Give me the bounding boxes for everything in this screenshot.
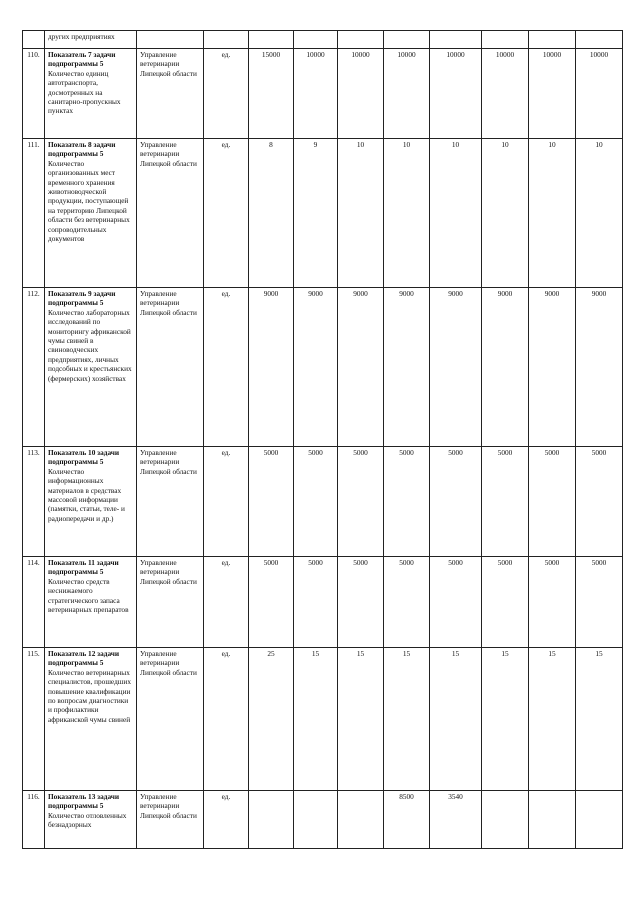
indicator-cell	[45, 557, 137, 648]
value-cell: 5000	[430, 447, 482, 557]
value-cell: 5000	[576, 447, 623, 557]
value-cell: 15	[294, 648, 338, 791]
unit-cell: ед.	[204, 288, 249, 447]
value-cell: 9000	[482, 288, 529, 447]
value-cell	[482, 31, 529, 49]
table-row	[23, 49, 623, 139]
table-row	[23, 139, 623, 288]
indicator-cell	[45, 31, 137, 49]
table-body	[23, 31, 623, 849]
executor-cell: Управление ветеринарии Липецкой области	[137, 447, 204, 557]
value-cell: 15	[384, 648, 430, 791]
value-cell: 10000	[338, 49, 384, 139]
executor-cell: Управление ветеринарии Липецкой области	[137, 139, 204, 288]
indicator-description: Количество отловленных безнадзорных	[48, 810, 127, 830]
value-cell: 10000	[294, 49, 338, 139]
unit-cell: ед.	[204, 648, 249, 791]
value-cell: 5000	[249, 447, 294, 557]
value-cell: 15	[576, 648, 623, 791]
value-cell: 5000	[294, 557, 338, 648]
value-cell: 10	[482, 139, 529, 288]
value-cell: 9000	[294, 288, 338, 447]
value-cell	[338, 31, 384, 49]
value-cell: 10000	[482, 49, 529, 139]
value-cell: 5000	[384, 557, 430, 648]
row-number	[23, 31, 45, 49]
value-cell: 15	[529, 648, 576, 791]
value-cell: 5000	[482, 447, 529, 557]
value-cell: 25	[249, 648, 294, 791]
unit-cell: ед.	[204, 447, 249, 557]
value-cell: 9000	[249, 288, 294, 447]
value-cell	[338, 791, 384, 849]
indicator-cell	[45, 648, 137, 791]
value-cell: 9000	[576, 288, 623, 447]
value-cell: 10	[529, 139, 576, 288]
executor-cell	[137, 31, 204, 49]
value-cell: 10	[384, 139, 430, 288]
row-number: 116.	[23, 791, 45, 849]
value-cell	[294, 791, 338, 849]
indicator-description: Количество лабораторных исследований по мониторингу африканской чумы свиней в свиноводческих предприятиях, личных подсобных и крестьянских (фермерских) хозяйствах	[48, 307, 132, 383]
value-cell: 8500	[384, 791, 430, 849]
value-cell: 10000	[384, 49, 430, 139]
value-cell: 10	[576, 139, 623, 288]
unit-cell: ед.	[204, 791, 249, 849]
indicator-description: Количество единиц автотранспорта, досмотренных на санитарно-пропускных пунктах	[48, 68, 121, 116]
indicator-cell	[45, 139, 137, 288]
indicator-title: Показатель 12 задачи подпрограммы 5	[48, 649, 120, 668]
value-cell	[576, 31, 623, 49]
row-number: 110.	[23, 49, 45, 139]
value-cell: 5000	[338, 557, 384, 648]
row-number: 113.	[23, 447, 45, 557]
value-cell: 5000	[294, 447, 338, 557]
indicator-title: Показатель 11 задачи подпрограммы 5	[48, 558, 119, 577]
value-cell: 10	[430, 139, 482, 288]
unit-cell: ед.	[204, 139, 249, 288]
value-cell: 5000	[249, 557, 294, 648]
value-cell	[430, 31, 482, 49]
value-cell: 9000	[384, 288, 430, 447]
indicator-cell	[45, 288, 137, 447]
indicator-description: Количество организованных мест временного хранения животноводческой продукции, поступающей на территорию Липецкой области без ветеринарных сопроводительных документов	[48, 158, 130, 244]
table-row	[23, 791, 623, 849]
value-cell	[384, 31, 430, 49]
value-cell: 5000	[576, 557, 623, 648]
value-cell	[249, 31, 294, 49]
value-cell: 5000	[529, 447, 576, 557]
indicator-cell	[45, 49, 137, 139]
indicator-title: Показатель 10 задачи подпрограммы 5	[48, 448, 120, 467]
value-cell: 8	[249, 139, 294, 288]
value-cell: 10000	[529, 49, 576, 139]
value-cell	[294, 31, 338, 49]
value-cell: 5000	[482, 557, 529, 648]
row-number: 111.	[23, 139, 45, 288]
unit-cell: ед.	[204, 49, 249, 139]
executor-cell: Управление ветеринарии Липецкой области	[137, 648, 204, 791]
indicator-cell	[45, 791, 137, 849]
executor-cell: Управление ветеринарии Липецкой области	[137, 49, 204, 139]
value-cell: 9000	[430, 288, 482, 447]
value-cell: 15000	[249, 49, 294, 139]
indicator-title: Показатель 13 задачи подпрограммы 5	[48, 792, 120, 811]
value-cell: 3540	[430, 791, 482, 849]
executor-cell: Управление ветеринарии Липецкой области	[137, 557, 204, 648]
value-cell: 5000	[384, 447, 430, 557]
value-cell: 9000	[529, 288, 576, 447]
value-cell	[249, 791, 294, 849]
row-number: 115.	[23, 648, 45, 791]
executor-cell: Управление ветеринарии Липецкой области	[137, 791, 204, 849]
value-cell: 10000	[576, 49, 623, 139]
executor-cell: Управление ветеринарии Липецкой области	[137, 288, 204, 447]
indicator-title: Показатель 7 задачи подпрограммы 5	[48, 50, 116, 69]
table-row	[23, 288, 623, 447]
value-cell: 9000	[338, 288, 384, 447]
value-cell	[529, 31, 576, 49]
indicator-title: Показатель 9 задачи подпрограммы 5	[48, 289, 116, 308]
unit-cell	[204, 31, 249, 49]
table-row	[23, 31, 623, 49]
value-cell	[529, 791, 576, 849]
value-cell: 9	[294, 139, 338, 288]
indicator-title: Показатель 8 задачи подпрограммы 5	[48, 140, 116, 159]
indicator-description: Количество средств неснижаемого стратегического запаса ветеринарных препаратов	[48, 576, 129, 615]
value-cell: 15	[482, 648, 529, 791]
table-row	[23, 447, 623, 557]
unit-cell: ед.	[204, 557, 249, 648]
indicator-description: Количество ветеринарных специалистов, прошедших повышение квалификации по вопросам диагностики и профилактики африканской чумы свиней	[48, 667, 131, 724]
value-cell	[576, 791, 623, 849]
value-cell: 15	[430, 648, 482, 791]
value-cell: 15	[338, 648, 384, 791]
indicator-description: Количество информационных материалов в средствах массовой информации (памятки, статьи, теле- и радиопередачи и др.)	[48, 466, 125, 523]
value-cell: 5000	[338, 447, 384, 557]
indicator-cell	[45, 447, 137, 557]
indicator-description: других предприятиях	[48, 32, 115, 41]
row-number: 114.	[23, 557, 45, 648]
table-row	[23, 648, 623, 791]
value-cell: 5000	[529, 557, 576, 648]
table-row	[23, 557, 623, 648]
row-number: 112.	[23, 288, 45, 447]
indicators-table	[22, 30, 623, 849]
value-cell	[482, 791, 529, 849]
value-cell: 10000	[430, 49, 482, 139]
value-cell: 10	[338, 139, 384, 288]
value-cell: 5000	[430, 557, 482, 648]
